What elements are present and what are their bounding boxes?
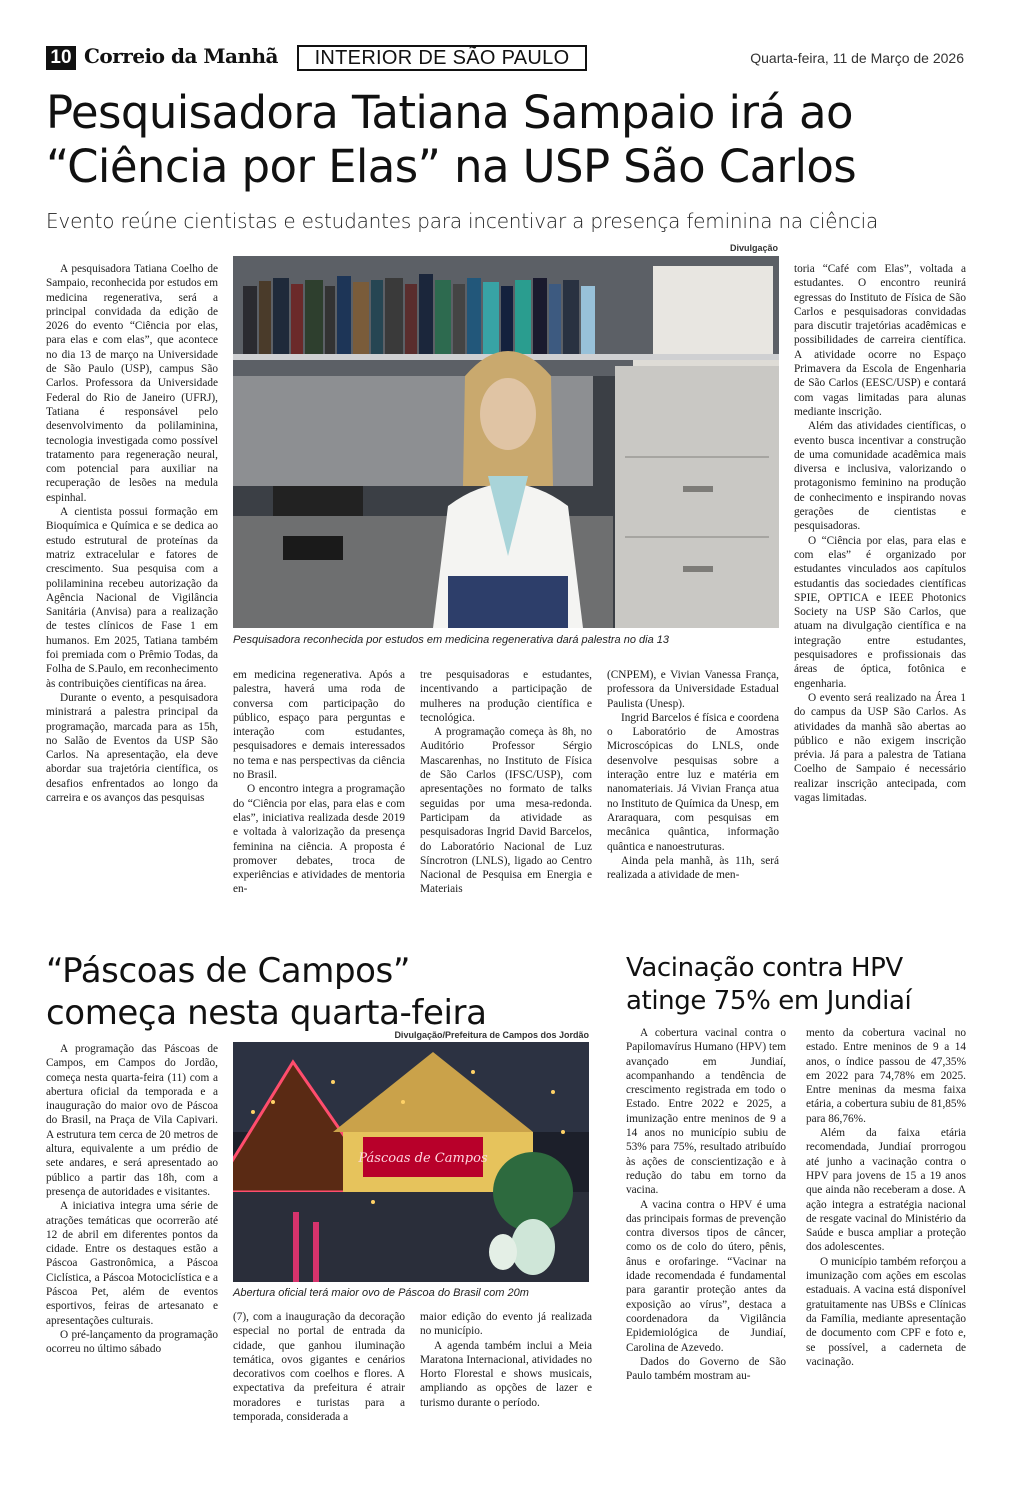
paragraph: A programação começa às 8h, no Auditório Professor Sérgio Mascarenhas, no Instituto de Física de São Carlos (IFSC/USP), com apresentações no formato de talks seguidas por uma mesa-redonda. Participam da atividade as pesquisadoras Ingrid David Barcelos, do Laboratório Nacional de Luz Síncrotron (LNLS), ligado ao Centro Nacional de Pesquisa em Energia e Materiais [420,726,592,896]
article2-photo-credit: Divulgação/Prefeitura de Campos dos Jordão [394,1030,589,1040]
edition-date: Quarta-feira, 11 de Março de 2026 [750,50,964,66]
article1-photo-caption: Pesquisadora reconhecida por estudos em medicina regenerativa dará palestra no dia 13 [233,634,669,646]
article3-column-1 [626,1026,786,1383]
paragraph: O pré-lançamento da programação ocorreu no último sábado [46,1328,218,1356]
paragraph: O encontro integra a programação do “Ciência por elas, para elas e com elas”, iniciativa realizada desde 2019 e voltada à valorização da presença feminina na ciência. A proposta é promover debates, troca de experiências e atividades de mentoria en- [233,783,405,896]
article1-headline-line2: “Ciência por Elas” na USP São Carlos [46,140,857,193]
paragraph: A programação das Páscoas de Campos, em Campos do Jordão, começa nesta quarta-feira (11) com a abertura oficial da temporada e a inauguração do maior ovo de Páscoa do Brasil, na Praça de Vila Capivari. A estrutura tem cerca de 20 metros de altura, equivalente a um prédio de sete andares, e será apresentado ao público a partir das 18h, com a presença de autoridades e visitantes. [46,1043,218,1198]
paragraph: Dados do Governo de São Paulo também mostram au- [626,1355,786,1383]
article1-column-3 [420,668,592,897]
article1-photo-credit: Divulgação [729,243,778,253]
paragraph: Ainda pela manhã, às 11h, será realizada a atividade de men- [607,854,779,882]
section-label: INTERIOR DE SÃO PAULO [297,45,587,71]
paragraph: A cientista possui formação em Bioquímica e Química e se dedica ao estudo estrutural de proteínas da matriz extracelular e fatores de crescimento. Sua pesquisa com a polilaminina recebeu autorização da Agência Nacional de Vigilância Sanitária (Anvisa) para a realização de testes clínicos de Fase 1 em humanos. Em 2025, Tatiana também foi premiada com o Prêmio Todas, da Folha de S.Paulo, em reconhecimento às contribuições científicas na área. [46,506,218,690]
paragraph: A cobertura vacinal contra o Papilomavírus Humano (HPV) tem avançado em Jundiaí, acompanhando a tendência de crescimento registrada em todo o Estado. Entre 2022 e 2025, a imunização entre meninos de 9 a 14 anos no município subiu de 53% para 75%, resultado atribuído às ações de conscientização e à redução do tabu em torno da vacina. [626,1027,786,1197]
article2-headline-line2: começa nesta quarta-feira [46,993,487,1033]
paragraph: O evento será realizado na Área 1 do campus da USP São Carlos. As atividades da manhã são abertas ao público e não exigem inscrição prévia. Já para a palestra de Tatiana Coelho de Sampaio é necessário realizar inscrição antecipada, com vagas limitadas. [794,691,966,804]
paragraph: em medicina regenerativa. Após a palestra, haverá uma roda de conversa com participação do público, espaço para perguntas e interação com estudantes, pesquisadores e demais interessados no tema e nas perspectivas da ciência no Brasil. [233,669,405,782]
article2-column-1 [46,1042,218,1357]
scientist-photo-illustration [233,256,779,628]
article2-headline-line1: “Páscoas de Campos” [46,951,411,991]
paragraph: A pesquisadora Tatiana Coelho de Sampaio, reconhecida por estudos em medicina regenerativa, será a principal convidada da edição de 2026 do evento “Ciência por elas, para elas e com elas”, que acontece no dia 13 de março na Universidade de São Paulo (USP), campus São Carlos. Professora da Universidade Federal do Rio de Janeiro (UFRJ), Tatiana é responsável pelo desenvolvimento da polilaminina, tecnologia investigada como possível tratamento para regeneração neural, com potencial para auxiliar na recuperação de lesões na medula espinhal. [46,263,218,504]
paragraph: maior edição do evento já realizada no município. [420,1311,592,1338]
paragraph: A iniciativa integra uma série de atrações temáticas que ocorrerão até 12 de abril em diferentes pontos da cidade. Entre os destaques estão a Páscoa Gastronômica, a Páscoa Ciclística, a Páscoa Motociclística e a Páscoa Pet, além de eventos esportivos, feiras de artesanato e apresentações culturais. [46,1200,218,1327]
article2-column-3 [420,1310,592,1410]
article1-column-5 [794,262,966,805]
article2-photo-caption: Abertura oficial terá maior ovo de Páscoa do Brasil com 20m [233,1287,529,1299]
paragraph: Além da faixa etária recomendada, Jundiaí prorrogou até junho a vacinação contra o HPV para jovens de 15 a 19 anos que ainda não receberam a dose. A ação integra a estratégia nacional de resgate vacinal do Ministério da Saúde e busca ampliar a proteção dos adolescentes. [806,1127,966,1254]
newspaper-name: Correio da Manhã [84,44,279,68]
paragraph: Além das atividades científicas, o evento busca incentivar a construção de uma comunidade acadêmica mais diversa e inclusiva, valorizando o protagonismo feminino na produção de conhecimento e inspirando novas gerações de cientistas e pesquisadoras. [794,420,966,533]
paragraph: A agenda também inclui a Meia Maratona Internacional, atividades no Horto Florestal e shows musicais, ampliando as opções de lazer e turismo durante o período. [420,1339,592,1409]
article1-photo [233,256,779,628]
paragraph: tre pesquisadoras e estudantes, incentivando a participação de mulheres na produção científica e tecnológica. [420,669,592,724]
paragraph: mento da cobertura vacinal no estado. Entre meninos de 9 a 14 anos, o índice passou de 47,35% em 2022 para 74,78% em 2025. Entre meninas da mesma faixa etária, a cobertura subiu de 81,85% para 86,76%. [806,1027,966,1125]
article3-headline [626,952,976,1018]
paragraph: toria “Café com Elas”, voltada a estudantes. O encontro reunirá egressas do Instituto de Física de São Carlos e pesquisadoras convidadas para discutir trajetórias acadêmicas e possibilidades de carreira científica. A atividade ocorre no Espaço Primavera da Escola de Engenharia de São Carlos (EESC/USP) e contará com vagas limitadas para alunas mediante inscrição. [794,263,966,418]
page-number: 10 [46,46,76,70]
paragraph: (CNPEM), e Vivian Vanessa França, professora da Universidade Estadual Paulista (Unesp). [607,669,779,710]
paragraph: O município também reforçou a imunização com ações em escolas estaduais. A vacina está disponível gratuitamente nas UBSs e Clínicas da Família, mediante apresentação de documento com CPF e foto e, se possível, a caderneta de vacinação. [806,1255,966,1368]
article1-headline-line1: Pesquisadora Tatiana Sampaio irá ao [46,86,853,139]
article1-column-4 [607,668,779,882]
paragraph: Ingrid Barcelos é física e coordena o Laboratório de Amostras Microscópicas do LNLS, onde desenvolve pesquisas sobre a interação entre luz e matéria em nanomateriais. Já Vivian França atua no Instituto de Química da Unesp, em Araraquara, com pesquisas em mecânica quântica, informação quântica e nanoestruturas. [607,711,779,853]
photo-sign-text: Páscoas de Campos [358,1151,488,1166]
easter-decoration-photo-illustration [233,1042,589,1282]
paragraph: A vacina contra o HPV é uma das principais formas de prevenção contra diversos tipos de câncer, como os de colo do útero, pênis, ânus e orofaringe. “Vacinar na idade recomendada é fundamental para garantir proteção antes da exposição ao vírus”, destaca a coordenadora da Vigilância Epidemiológica de Jundiaí, Carolina de Azevedo. [626,1198,786,1354]
article1-column-1 [46,262,218,805]
article2-headline [46,950,606,1034]
article1-headline [46,86,976,194]
article3-headline-line1: Vacinação contra HPV [626,953,903,983]
paragraph: O “Ciência por elas, para elas e com elas” é organizado por estudantes vinculados aos capítulos estudantis das sociedades científicas SPIE, OPTICA e IEEE Photonics Society na USP São Carlos, que atuam na divulgação científica e na integração entre estudantes, pesquisadores e profissionais das áreas de óptica, fotônica e engenharia. [794,534,966,690]
article3-headline-line2: atinge 75% em Jundiaí [626,986,912,1016]
paragraph: (7), com a inauguração da decoração especial no portal de entrada da cidade, que ganhou iluminação temática, ovos gigantes e cenários decorativos com coelhos e flores. A expectativa da prefeitura é atrair moradores e turistas para a temporada, considerada a [233,1311,405,1424]
article1-subheadline: Evento reúne cientistas e estudantes para incentivar a presença feminina na ciência [46,209,879,233]
paragraph: Durante o evento, a pesquisadora ministrará a palestra principal da programação, marcada para as 15h, no Salão de Eventos da USP São Carlos. Na apresentação, ela deve abordar sua trajetória científica, os desafios enfrentados ao longo da carreira e os avanços das pesquisas [46,691,218,804]
article1-column-2 [233,668,405,897]
article2-photo [233,1042,589,1282]
article2-column-2 [233,1310,405,1424]
article3-column-2 [806,1026,966,1369]
